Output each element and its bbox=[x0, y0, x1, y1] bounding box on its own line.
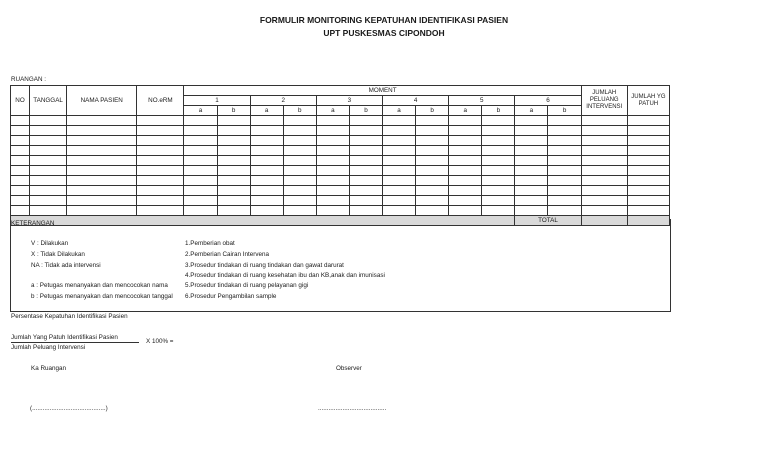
table-cell[interactable] bbox=[383, 166, 416, 176]
table-cell[interactable] bbox=[184, 166, 217, 176]
table-cell[interactable] bbox=[482, 116, 515, 126]
table-cell[interactable] bbox=[67, 146, 137, 156]
table-cell[interactable] bbox=[515, 206, 548, 216]
header-jumlah-patuh: JUMLAH YG PATUH bbox=[627, 86, 669, 116]
table-cell[interactable] bbox=[316, 166, 349, 176]
table-cell[interactable] bbox=[137, 146, 184, 156]
table-cell[interactable] bbox=[67, 196, 137, 206]
table-cell[interactable] bbox=[30, 176, 67, 186]
keterangan-label: KETERANGAN bbox=[11, 220, 55, 227]
table-cell[interactable] bbox=[627, 126, 669, 136]
table-cell[interactable] bbox=[416, 126, 449, 136]
moment-desc-4: 4.Prosedur tindakan di ruang kesehatan ibu dan KB,anak dan imunisasi bbox=[185, 272, 385, 279]
table-cell[interactable] bbox=[137, 186, 184, 196]
table-cell[interactable] bbox=[217, 146, 250, 156]
table-row bbox=[11, 126, 670, 136]
table-cell[interactable] bbox=[449, 146, 482, 156]
table-cell[interactable] bbox=[316, 146, 349, 156]
table-cell[interactable] bbox=[349, 206, 382, 216]
table-cell[interactable] bbox=[283, 116, 316, 126]
table-cell[interactable] bbox=[416, 206, 449, 216]
table-cell[interactable] bbox=[250, 136, 283, 146]
legend-tidak-ada-intervensi: NA : Tidak ada intervensi bbox=[31, 262, 101, 269]
header-nama-pasien: NAMA PASIEN bbox=[67, 86, 137, 116]
table-cell[interactable] bbox=[627, 156, 669, 166]
formula-numerator: Jumlah Yang Patuh Identifikasi Pasien bbox=[11, 334, 118, 341]
table-cell[interactable] bbox=[515, 196, 548, 206]
table-cell[interactable] bbox=[217, 156, 250, 166]
header-jumlah-peluang: JUMLAH PELUANG INTERVENSI bbox=[581, 86, 627, 116]
table-cell[interactable] bbox=[30, 126, 67, 136]
table-cell[interactable] bbox=[137, 116, 184, 126]
table-cell[interactable] bbox=[316, 136, 349, 146]
table-cell[interactable] bbox=[184, 196, 217, 206]
table-cell[interactable] bbox=[349, 156, 382, 166]
ka-ruangan-label: Ka Ruangan bbox=[31, 365, 67, 372]
header-moment: MOMENT bbox=[184, 86, 581, 96]
form-subtitle: UPT PUSKESMAS CIPONDOH bbox=[323, 28, 445, 38]
table-cell[interactable] bbox=[548, 126, 581, 136]
table-cell[interactable] bbox=[316, 156, 349, 166]
table-cell[interactable] bbox=[283, 126, 316, 136]
header-no: NO bbox=[11, 86, 30, 116]
monitoring-table bbox=[10, 85, 670, 226]
table-cell[interactable] bbox=[449, 116, 482, 126]
table-cell[interactable] bbox=[250, 116, 283, 126]
table-cell[interactable] bbox=[548, 176, 581, 186]
table-cell[interactable] bbox=[548, 136, 581, 146]
table-cell[interactable] bbox=[184, 136, 217, 146]
table-cell[interactable] bbox=[449, 166, 482, 176]
table-cell[interactable] bbox=[11, 126, 30, 136]
table-cell[interactable] bbox=[416, 156, 449, 166]
table-cell[interactable] bbox=[548, 206, 581, 216]
table-cell[interactable] bbox=[184, 186, 217, 196]
table-cell[interactable] bbox=[217, 186, 250, 196]
table-cell[interactable] bbox=[482, 186, 515, 196]
table-cell[interactable] bbox=[449, 196, 482, 206]
moment-6-sub-b: b bbox=[548, 106, 581, 116]
moment-5: 5 bbox=[449, 96, 515, 106]
table-cell[interactable] bbox=[581, 186, 627, 196]
table-cell[interactable] bbox=[30, 166, 67, 176]
table-cell[interactable] bbox=[250, 126, 283, 136]
table-cell[interactable] bbox=[316, 116, 349, 126]
table-cell[interactable] bbox=[383, 136, 416, 146]
table-cell[interactable] bbox=[383, 116, 416, 126]
table-cell[interactable] bbox=[515, 156, 548, 166]
table-cell[interactable] bbox=[30, 206, 67, 216]
table-cell[interactable] bbox=[316, 206, 349, 216]
table-cell[interactable] bbox=[137, 156, 184, 166]
table-cell[interactable] bbox=[283, 206, 316, 216]
table-cell[interactable] bbox=[627, 176, 669, 186]
table-cell[interactable] bbox=[250, 196, 283, 206]
table-cell[interactable] bbox=[482, 176, 515, 186]
table-cell[interactable] bbox=[316, 186, 349, 196]
table-cell[interactable] bbox=[482, 206, 515, 216]
moment-2-sub-b: b bbox=[283, 106, 316, 116]
table-cell[interactable] bbox=[416, 116, 449, 126]
moment-desc-2: 2.Pemberian Cairan Intervena bbox=[185, 251, 270, 258]
table-cell[interactable] bbox=[581, 176, 627, 186]
table-cell[interactable] bbox=[283, 176, 316, 186]
table-cell[interactable] bbox=[250, 176, 283, 186]
table-cell[interactable] bbox=[383, 146, 416, 156]
table-cell[interactable] bbox=[137, 206, 184, 216]
table-cell[interactable] bbox=[383, 196, 416, 206]
total-label: TOTAL bbox=[515, 216, 581, 226]
fraction-line bbox=[11, 342, 139, 343]
table-cell[interactable] bbox=[11, 146, 30, 156]
table-cell[interactable] bbox=[250, 166, 283, 176]
moment-desc-3: 3.Prosedur tindakan di ruang tindakan dan gawat darurat bbox=[185, 262, 344, 269]
table-cell[interactable] bbox=[627, 136, 669, 146]
table-cell[interactable] bbox=[416, 136, 449, 146]
table-cell[interactable] bbox=[217, 166, 250, 176]
table-cell[interactable] bbox=[449, 136, 482, 146]
table-cell[interactable] bbox=[515, 166, 548, 176]
table-cell[interactable] bbox=[627, 196, 669, 206]
formula-multiplier: X 100% = bbox=[146, 338, 174, 345]
table-row bbox=[11, 156, 670, 166]
table-cell[interactable] bbox=[627, 166, 669, 176]
table-cell[interactable] bbox=[383, 176, 416, 186]
table-cell[interactable] bbox=[67, 186, 137, 196]
table-cell[interactable] bbox=[383, 126, 416, 136]
table-cell[interactable] bbox=[11, 206, 30, 216]
table-cell[interactable] bbox=[482, 196, 515, 206]
table-cell[interactable] bbox=[67, 126, 137, 136]
table-cell[interactable] bbox=[627, 186, 669, 196]
table-row bbox=[11, 116, 670, 126]
table-cell[interactable] bbox=[383, 156, 416, 166]
table-cell[interactable] bbox=[349, 196, 382, 206]
table-cell[interactable] bbox=[515, 146, 548, 156]
table-cell[interactable] bbox=[316, 126, 349, 136]
table-cell[interactable] bbox=[184, 146, 217, 156]
ruangan-label: RUANGAN : bbox=[11, 76, 46, 83]
moment-desc-1: 1.Pemberian obat bbox=[185, 240, 235, 247]
table-row bbox=[11, 136, 670, 146]
moment-2-sub-a: a bbox=[250, 106, 283, 116]
table-cell[interactable] bbox=[581, 206, 627, 216]
table-cell[interactable] bbox=[30, 146, 67, 156]
table-row bbox=[11, 206, 670, 216]
table-cell[interactable] bbox=[283, 146, 316, 156]
table-cell[interactable] bbox=[217, 116, 250, 126]
table-cell[interactable] bbox=[548, 196, 581, 206]
table-cell[interactable] bbox=[137, 126, 184, 136]
table-cell[interactable] bbox=[581, 196, 627, 206]
table-cell[interactable] bbox=[11, 116, 30, 126]
table-cell[interactable] bbox=[217, 196, 250, 206]
table-cell[interactable] bbox=[416, 146, 449, 156]
table-cell[interactable] bbox=[137, 136, 184, 146]
table-cell[interactable] bbox=[515, 176, 548, 186]
table-row bbox=[11, 176, 670, 186]
table-cell[interactable] bbox=[11, 186, 30, 196]
table-cell[interactable] bbox=[250, 186, 283, 196]
formula-label: Persentase Kepatuhan Identifikasi Pasien bbox=[11, 313, 128, 320]
table-cell[interactable] bbox=[515, 116, 548, 126]
moment-5-sub-b: b bbox=[482, 106, 515, 116]
table-cell[interactable] bbox=[581, 116, 627, 126]
table-cell[interactable] bbox=[581, 146, 627, 156]
table-cell[interactable] bbox=[184, 126, 217, 136]
table-cell[interactable] bbox=[449, 186, 482, 196]
table-cell[interactable] bbox=[217, 176, 250, 186]
moment-1-sub-b: b bbox=[217, 106, 250, 116]
table-cell[interactable] bbox=[449, 176, 482, 186]
table-cell[interactable] bbox=[349, 146, 382, 156]
table-cell[interactable] bbox=[11, 176, 30, 186]
table-cell[interactable] bbox=[548, 186, 581, 196]
table-cell[interactable] bbox=[581, 156, 627, 166]
table-cell[interactable] bbox=[349, 116, 382, 126]
table-row bbox=[11, 196, 670, 206]
table-cell[interactable] bbox=[482, 146, 515, 156]
table-cell[interactable] bbox=[449, 156, 482, 166]
table-cell[interactable] bbox=[416, 186, 449, 196]
table-cell[interactable] bbox=[581, 166, 627, 176]
moment-1-sub-a: a bbox=[184, 106, 217, 116]
form-title: FORMULIR MONITORING KEPATUHAN IDENTIFIKASI PASIEN bbox=[259, 15, 509, 25]
legend-tidak-dilakukan: X : Tidak Dilakukan bbox=[31, 251, 85, 258]
table-cell[interactable] bbox=[67, 176, 137, 186]
moment-5-sub-a: a bbox=[449, 106, 482, 116]
table-cell[interactable] bbox=[482, 136, 515, 146]
table-cell[interactable] bbox=[283, 186, 316, 196]
table-cell[interactable] bbox=[581, 136, 627, 146]
table-cell[interactable] bbox=[30, 196, 67, 206]
table-cell[interactable] bbox=[184, 176, 217, 186]
table-row bbox=[11, 166, 670, 176]
table-cell[interactable] bbox=[515, 136, 548, 146]
table-cell[interactable] bbox=[67, 116, 137, 126]
table-cell[interactable] bbox=[67, 206, 137, 216]
moment-3-sub-b: b bbox=[349, 106, 382, 116]
table-cell[interactable] bbox=[30, 116, 67, 126]
moment-desc-6: 6.Prosedur Pengambilan sample bbox=[185, 293, 277, 300]
table-cell[interactable] bbox=[349, 136, 382, 146]
table-cell[interactable] bbox=[67, 156, 137, 166]
moment-desc-5: 5.Prosedur tindakan di ruang pelayanan gigi bbox=[185, 282, 309, 289]
table-cell[interactable] bbox=[383, 186, 416, 196]
moment-6-sub-a: a bbox=[515, 106, 548, 116]
table-cell[interactable] bbox=[627, 206, 669, 216]
table-cell[interactable] bbox=[349, 166, 382, 176]
legend-dilakukan: V : Dilakukan bbox=[31, 240, 69, 247]
table-cell[interactable] bbox=[283, 156, 316, 166]
ka-ruangan-signature-line: (..........................................) bbox=[30, 405, 108, 412]
table-cell[interactable] bbox=[11, 156, 30, 166]
table-cell[interactable] bbox=[11, 166, 30, 176]
table-cell[interactable] bbox=[349, 176, 382, 186]
table-row bbox=[11, 186, 670, 196]
table-cell[interactable] bbox=[283, 196, 316, 206]
table-cell[interactable] bbox=[30, 186, 67, 196]
table-cell[interactable] bbox=[316, 196, 349, 206]
table-cell[interactable] bbox=[250, 206, 283, 216]
table-cell[interactable] bbox=[283, 166, 316, 176]
table-cell[interactable] bbox=[137, 166, 184, 176]
header-row-moment bbox=[11, 86, 670, 96]
moment-1: 1 bbox=[184, 96, 250, 106]
table-cell[interactable] bbox=[316, 176, 349, 186]
table-cell[interactable] bbox=[184, 206, 217, 216]
header-no-erm: NO.eRM bbox=[137, 86, 184, 116]
moment-4-sub-b: b bbox=[416, 106, 449, 116]
table-cell[interactable] bbox=[482, 156, 515, 166]
table-cell[interactable] bbox=[217, 126, 250, 136]
table-cell[interactable] bbox=[627, 146, 669, 156]
table-cell[interactable] bbox=[137, 176, 184, 186]
table-row bbox=[11, 146, 670, 156]
table-cell[interactable] bbox=[11, 196, 30, 206]
moment-4: 4 bbox=[383, 96, 449, 106]
table-cell[interactable] bbox=[449, 126, 482, 136]
table-cell[interactable] bbox=[416, 176, 449, 186]
table-cell[interactable] bbox=[67, 166, 137, 176]
table-cell[interactable] bbox=[349, 186, 382, 196]
table-cell[interactable] bbox=[11, 136, 30, 146]
header-tanggal: TANGGAL bbox=[30, 86, 67, 116]
legend-a: a : Petugas menanyakan dan mencocokan nama bbox=[31, 282, 168, 289]
moment-4-sub-a: a bbox=[383, 106, 416, 116]
table-cell[interactable] bbox=[482, 166, 515, 176]
table-cell[interactable] bbox=[416, 196, 449, 206]
table-cell[interactable] bbox=[250, 156, 283, 166]
table-cell[interactable] bbox=[581, 126, 627, 136]
table-cell[interactable] bbox=[482, 126, 515, 136]
table-cell[interactable] bbox=[548, 146, 581, 156]
table-cell[interactable] bbox=[30, 156, 67, 166]
table-cell[interactable] bbox=[217, 136, 250, 146]
table-cell[interactable] bbox=[184, 116, 217, 126]
legend-b: b : Petugas menanyakan dan mencocokan tanggal bbox=[31, 293, 173, 300]
table-cell[interactable] bbox=[416, 166, 449, 176]
moment-3-sub-a: a bbox=[316, 106, 349, 116]
observer-label: Observer bbox=[336, 365, 362, 372]
table-cell[interactable] bbox=[515, 126, 548, 136]
table-cell[interactable] bbox=[67, 136, 137, 146]
moment-6: 6 bbox=[515, 96, 581, 106]
table-cell[interactable] bbox=[184, 156, 217, 166]
table-cell[interactable] bbox=[217, 206, 250, 216]
moment-2: 2 bbox=[250, 96, 316, 106]
table-cell[interactable] bbox=[449, 206, 482, 216]
table-cell[interactable] bbox=[349, 126, 382, 136]
table-cell[interactable] bbox=[515, 186, 548, 196]
table-cell[interactable] bbox=[250, 146, 283, 156]
moment-3: 3 bbox=[316, 96, 382, 106]
table-cell[interactable] bbox=[548, 116, 581, 126]
table-cell[interactable] bbox=[137, 196, 184, 206]
table-cell[interactable] bbox=[30, 136, 67, 146]
table-cell[interactable] bbox=[548, 166, 581, 176]
table-cell[interactable] bbox=[548, 156, 581, 166]
observer-signature-line: ....................................... bbox=[318, 405, 387, 412]
table-cell[interactable] bbox=[627, 116, 669, 126]
table-cell[interactable] bbox=[383, 206, 416, 216]
table-cell[interactable] bbox=[283, 136, 316, 146]
formula-denominator: Jumlah Peluang Intervensi bbox=[11, 344, 86, 351]
